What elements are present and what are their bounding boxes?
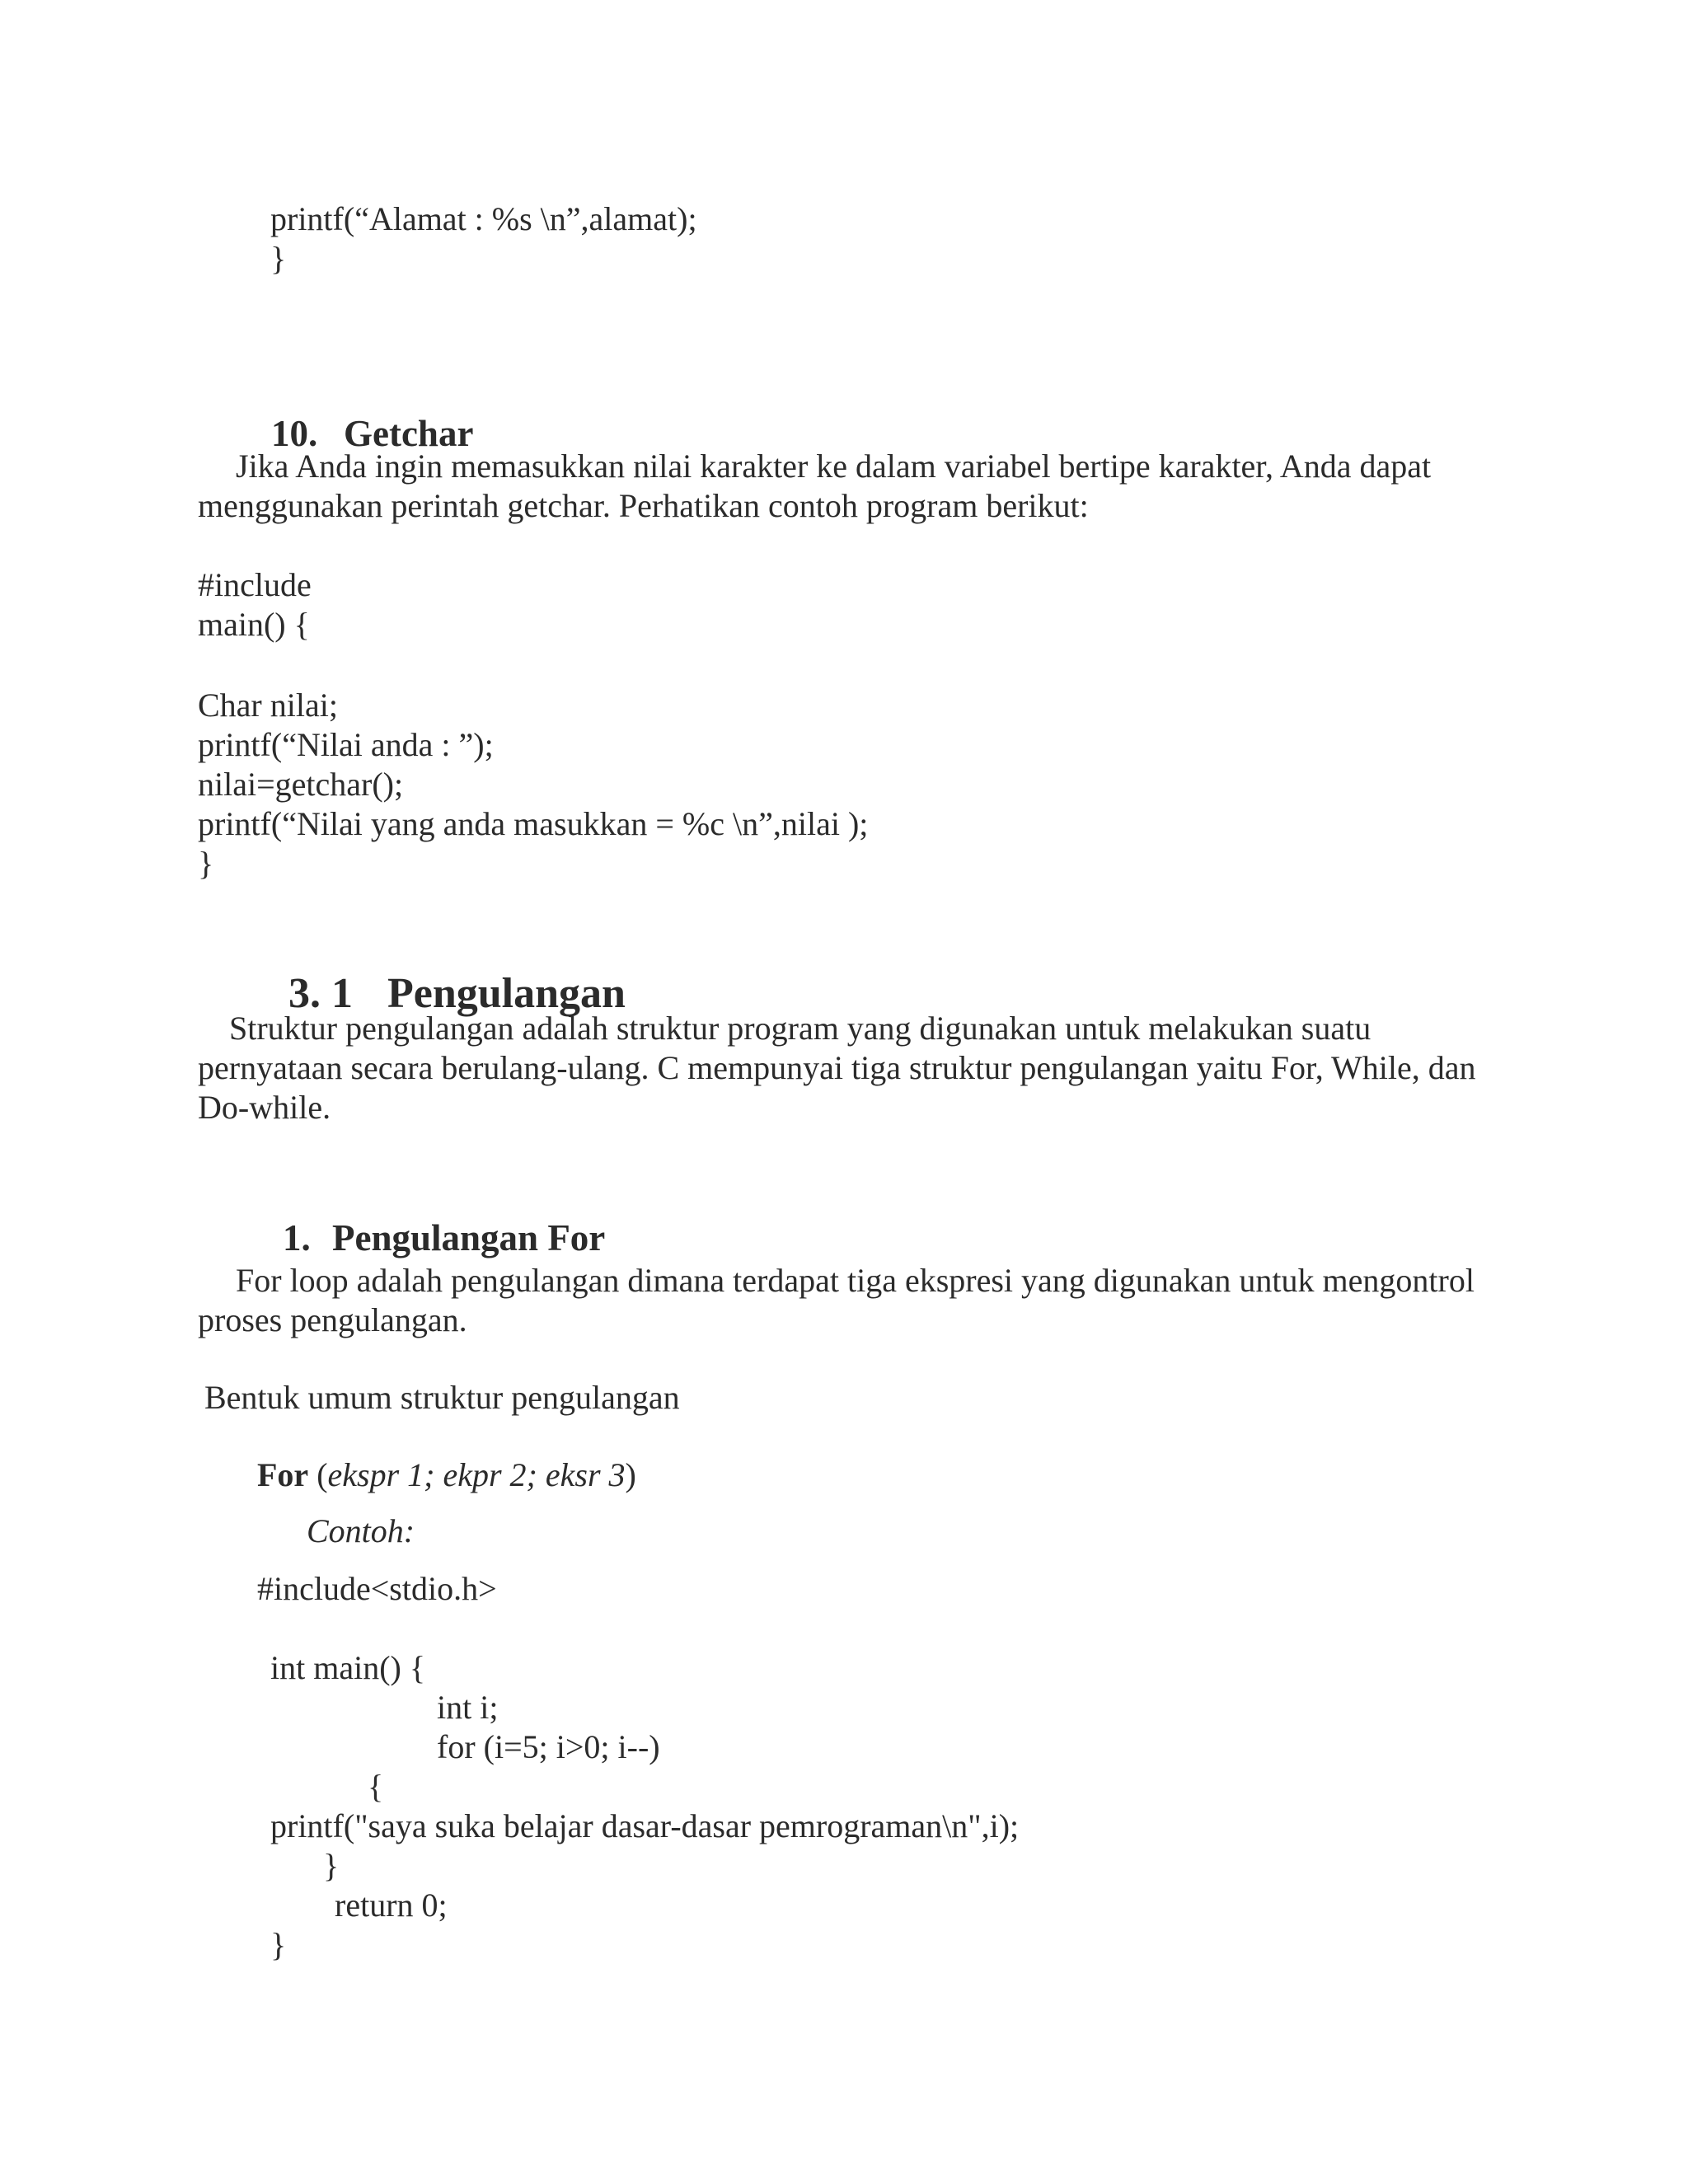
code-line: int i;	[437, 1689, 499, 1726]
code-line: printf("saya suka belajar dasar-dasar pemrograman\n",i);	[270, 1807, 1020, 1844]
code-line: return 0;	[335, 1886, 448, 1924]
code-line: }	[270, 240, 287, 277]
code-line: nilai=getchar();	[198, 766, 404, 803]
general-form-label: Bentuk umum struktur pengulangan	[204, 1379, 680, 1416]
paragraph-line: Jika Anda ingin memasukkan nilai karakter ke dalam variabel bertipe karakter, Anda dapat	[236, 448, 1432, 485]
paragraph-line: pernyataan secara berulang-ulang. C mempunyai tiga struktur pengulangan yaitu For, While, dan	[198, 1049, 1476, 1086]
paragraph-line: For loop adalah pengulangan dimana terdapat tiga ekspresi yang digunakan untuk mengontrol	[236, 1262, 1475, 1299]
for-syntax	[257, 1455, 636, 1495]
section-title: Pengulangan For	[332, 1217, 606, 1258]
code-line: printf(“Nilai yang anda masukkan = %c \n”,nilai );	[198, 805, 869, 842]
syntax-open-paren: (	[316, 1456, 328, 1493]
paragraph-line: Struktur pengulangan adalah struktur program yang digunakan untuk melakukan suatu	[229, 1010, 1372, 1047]
syntax-keyword: For	[257, 1456, 309, 1493]
syntax-args: ekspr 1; ekpr 2; eksr 3	[327, 1456, 626, 1493]
section-number: 10.	[271, 413, 318, 454]
paragraph-line: menggunakan perintah getchar. Perhatikan contoh program berikut:	[198, 487, 1089, 524]
code-line: int main() {	[270, 1649, 426, 1686]
code-line: for (i=5; i>0; i--)	[437, 1728, 660, 1765]
paragraph-line: Do-while.	[198, 1089, 331, 1126]
example-label: Contoh:	[307, 1512, 415, 1549]
code-line: main() {	[198, 606, 310, 643]
code-line: }	[270, 1926, 287, 1963]
code-line: }	[198, 845, 214, 882]
syntax-close-paren: )	[625, 1456, 636, 1493]
paragraph-line: proses pengulangan.	[198, 1301, 467, 1338]
chapter-title: Pengulangan	[387, 970, 626, 1017]
code-line: #include	[198, 566, 312, 603]
code-line: {	[368, 1768, 384, 1805]
section-title: Getchar	[344, 413, 474, 454]
code-line: printf(“Alamat : %s \n”,alamat);	[270, 200, 697, 237]
code-line: #include<stdio.h>	[257, 1570, 497, 1607]
code-line: Char nilai;	[198, 687, 338, 724]
chapter-number: 3. 1	[288, 970, 353, 1017]
code-line: printf(“Nilai anda : ”);	[198, 726, 494, 763]
section-number: 1.	[283, 1217, 311, 1258]
code-line: }	[323, 1847, 340, 1884]
